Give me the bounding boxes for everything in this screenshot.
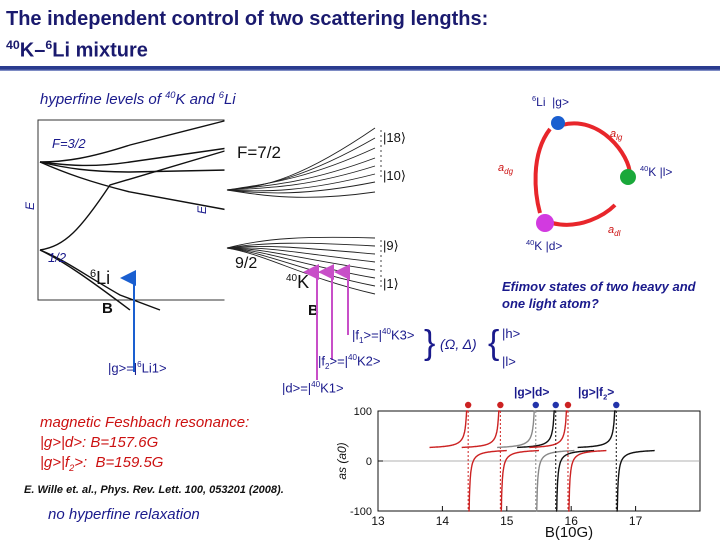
state-g-label: $|g>=|^6Li1>$ [108, 360, 167, 376]
state-f2-label: $|f_2>=|^{40}K2>$ [318, 353, 381, 371]
x-axis-label: B(10G) [544, 524, 594, 540]
k-state-10: |10⟩ [383, 168, 406, 183]
edge-lg [562, 123, 630, 175]
title-line-2: $^{40}$K–$^6$Li mixture [6, 38, 148, 62]
state-h-label: |h> [502, 326, 521, 341]
y-tick-label: 0 [365, 456, 372, 468]
state-f1-label: $|f_1>=|^{40}K3>$ [352, 327, 415, 345]
edge-dg [536, 129, 550, 213]
resonance-marker [553, 402, 559, 408]
node-g-label: $^6$Li |g> [532, 94, 569, 109]
feshbach-gf2: $|g>|f_2>$: B=159.5G [40, 454, 164, 473]
li-f32-label: F=3/2 [52, 136, 86, 151]
node-d-label: $^{40}$K |d> [526, 238, 563, 253]
k-state-1: |1⟩ [383, 276, 399, 291]
no-relaxation-note: no hyperfine relaxation [48, 506, 200, 523]
x-tick-label: 15 [500, 514, 514, 528]
li-species-label: $^6$Li [90, 268, 111, 288]
a-dl-label: $a_{dl}$ [608, 224, 621, 238]
title-line-1: The independent control of two scattering lengths: [6, 8, 489, 30]
a-dg-label: $a_{dg}$ [498, 162, 514, 176]
x-tick-label: 16 [564, 514, 578, 528]
legend-gd: |g>|d> [514, 385, 550, 399]
a-lg-label: $a_{lg}$ [610, 128, 623, 142]
edge-dl [552, 205, 615, 225]
node-d [536, 214, 554, 232]
node-g [551, 116, 565, 130]
y-tick-label: 100 [353, 406, 372, 418]
legend-gf2: $|g>|f_2>$ [578, 385, 615, 402]
resonance-marker [565, 402, 571, 408]
title-rule [0, 66, 720, 71]
k-state-9: |9⟩ [383, 238, 399, 253]
brace-right: { [488, 324, 500, 362]
x-tick-label: 17 [628, 514, 643, 528]
k-f92-label: 9/2 [235, 255, 258, 272]
resonance-marker [613, 402, 619, 408]
page-title [6, 6, 488, 64]
k-f72-label: F=7/2 [237, 143, 281, 162]
y-axis-label: as (a0) [335, 442, 349, 480]
k-axis-e: E [195, 205, 209, 214]
reference: E. Wille et. al., Phys. Rev. Lett. 100, 053201 (2008). [24, 484, 284, 496]
efimov-note: Efimov states of two heavy and one light atom? [502, 279, 696, 311]
node-l [620, 169, 636, 185]
feshbach-gd: |g>|d>: B=157.6G [40, 434, 159, 451]
omega-delta-label: (Ω, Δ) [440, 336, 477, 352]
resonance-marker [465, 402, 471, 408]
k-state-18: |18⟩ [383, 130, 406, 145]
scattering-triangle [490, 95, 720, 265]
feshbach-chart [330, 395, 720, 540]
resonance-marker [497, 402, 503, 408]
resonance-marker [533, 402, 539, 408]
y-tick-label: -100 [349, 506, 372, 518]
x-tick-label: 13 [371, 514, 385, 528]
feshbach-heading: magnetic Feshbach resonance: [40, 414, 250, 431]
k-axis-b: B [308, 302, 319, 319]
hyperfine-heading: hyperfine levels of $^{40}$K and $^6$Li [40, 90, 236, 108]
li-axis-b: B [102, 300, 113, 317]
state-d-label: $|d>=|^{40}K1>$ [282, 380, 344, 396]
brace-left: } [424, 324, 436, 362]
li-f12-label: 1/2 [48, 250, 67, 265]
k-species-label: $^{40}$K [286, 272, 310, 292]
li-axis-e: E [23, 201, 37, 210]
x-tick-label: 14 [435, 514, 450, 528]
state-l-label: |l> [502, 354, 516, 369]
feshbach-block [40, 413, 249, 478]
node-l-label: $^{40}$K |l> [640, 164, 673, 179]
